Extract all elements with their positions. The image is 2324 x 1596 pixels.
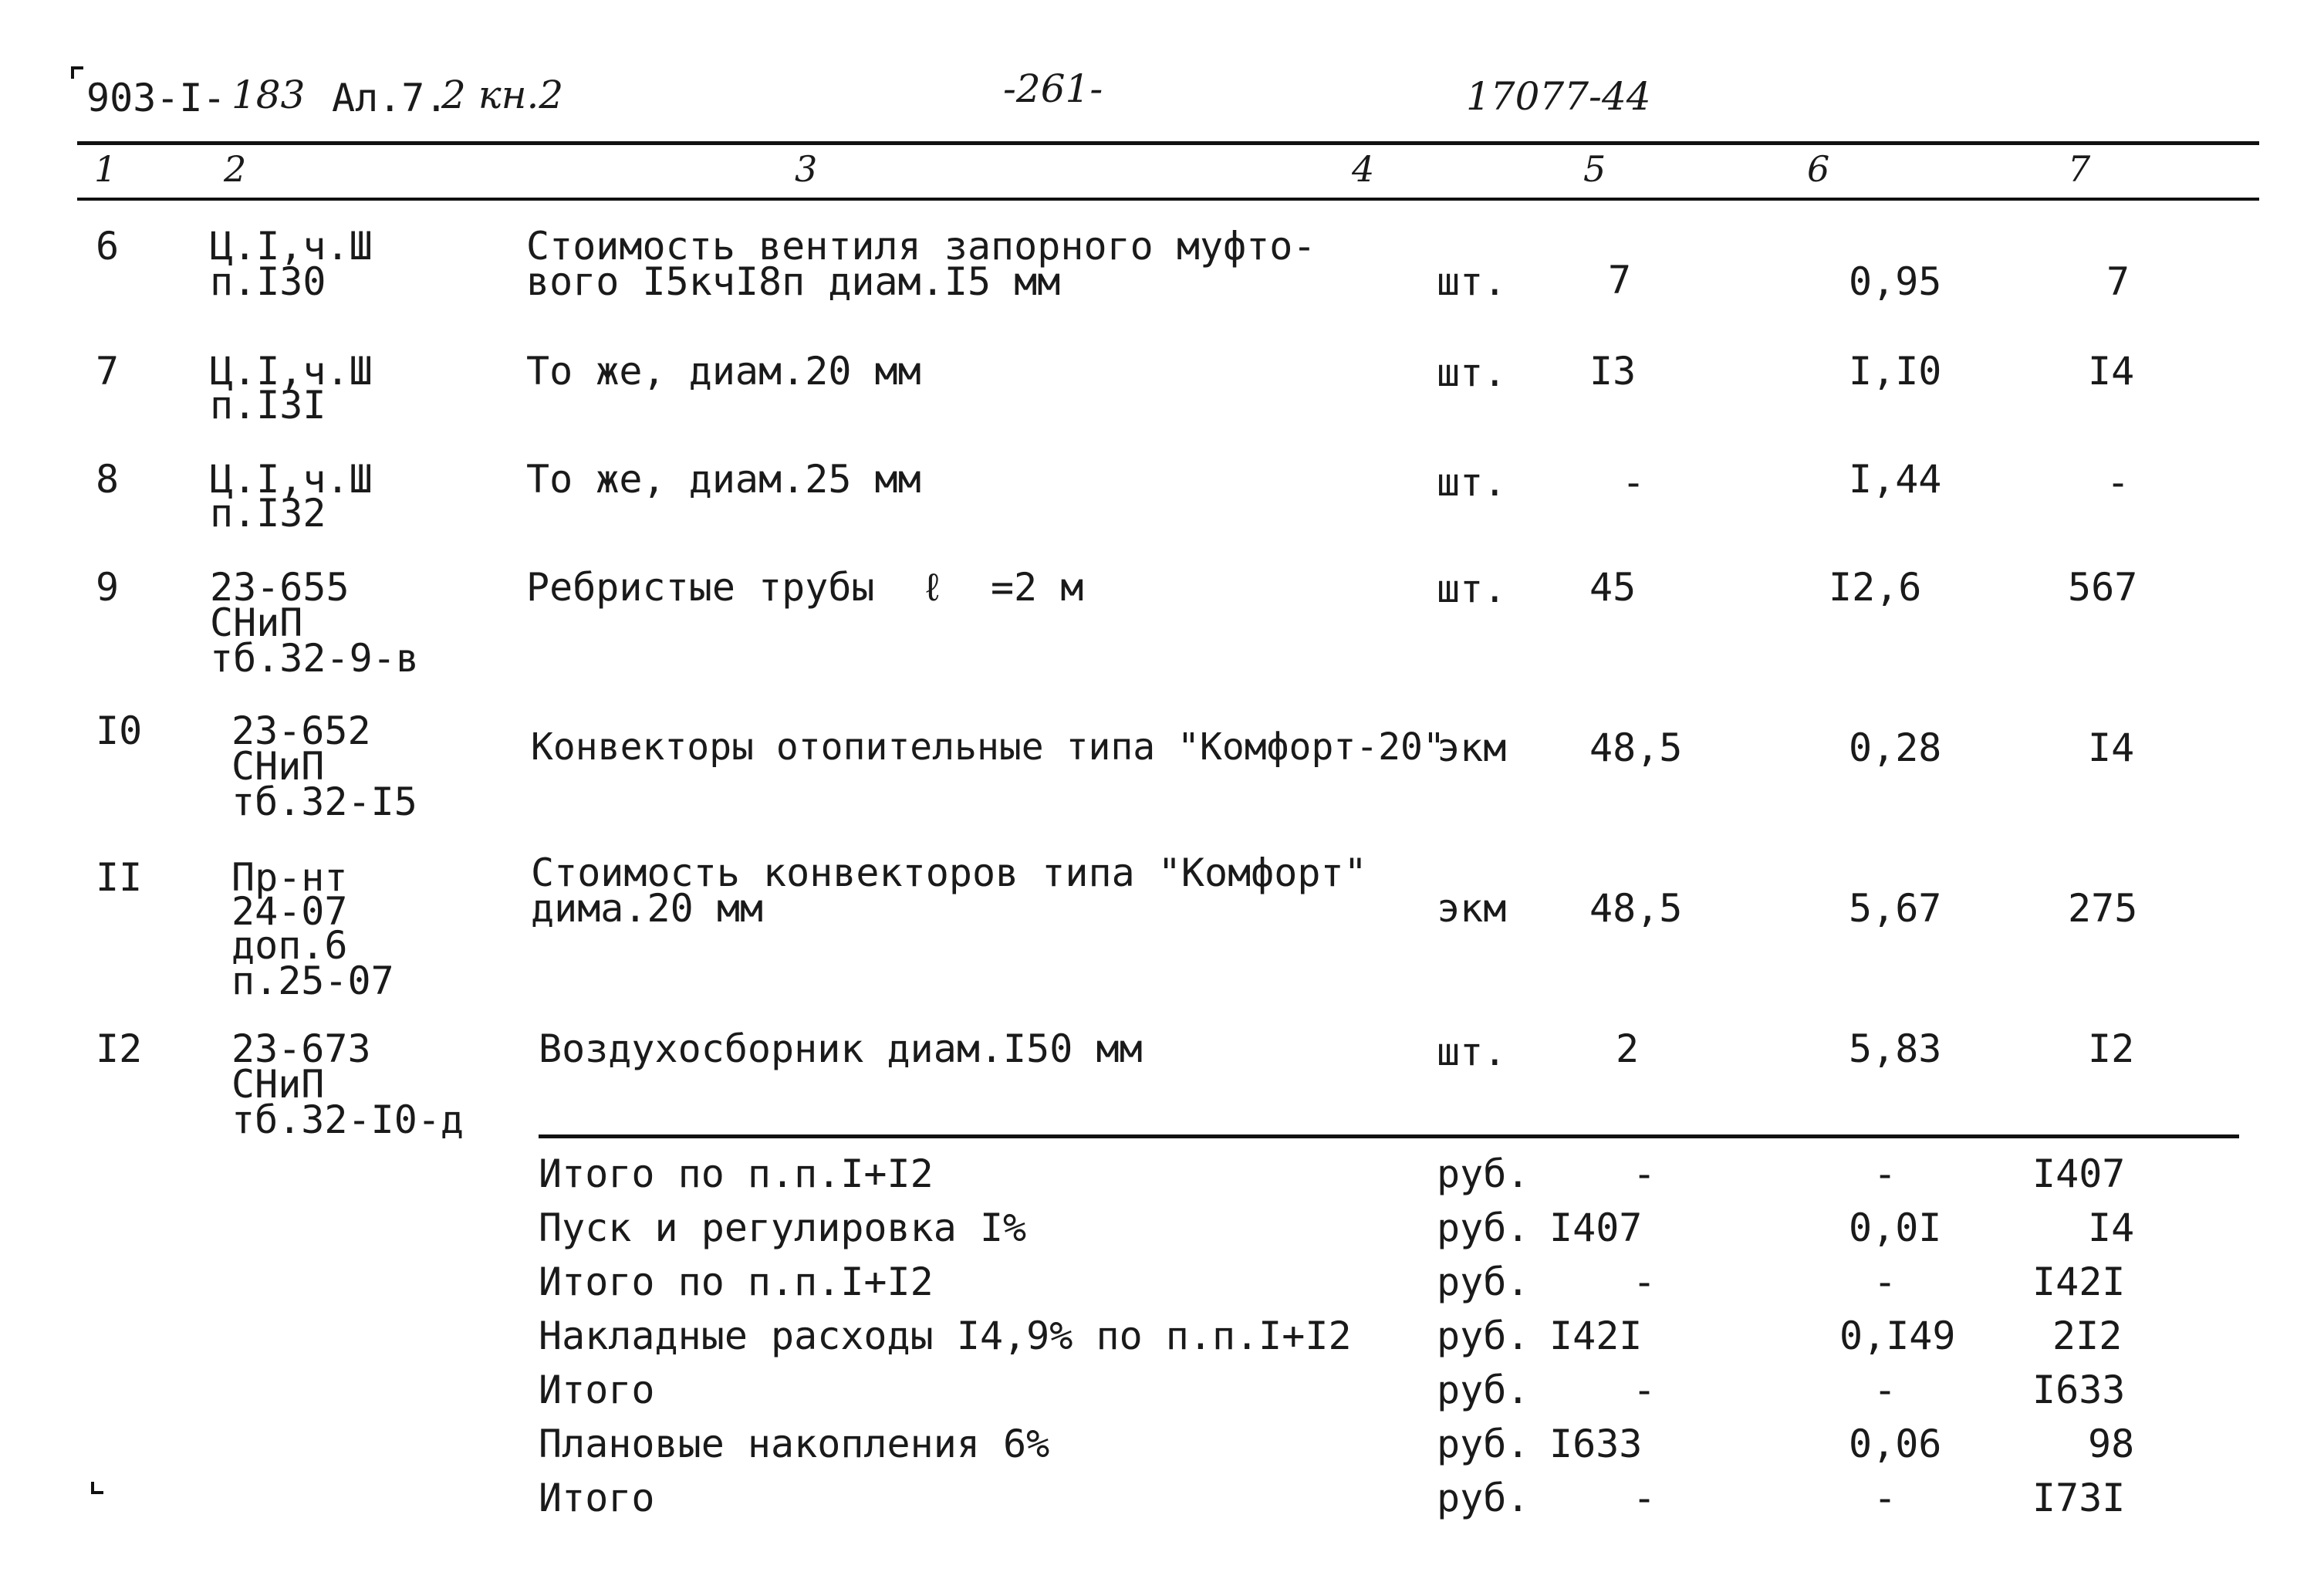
summary-label: Пуск и регулировка I% xyxy=(539,1205,1027,1250)
row-reference: 23-655 xyxy=(210,565,350,610)
row-reference: Ц.I,ч.Ш xyxy=(210,457,373,502)
row-reference: п.25-07 xyxy=(231,959,394,1003)
row-number: 9 xyxy=(96,565,120,610)
summary-quantity: I633 xyxy=(1549,1422,1643,1466)
summary-unit-price: 0,0I xyxy=(1849,1205,1942,1250)
row-description: Стоимость конвекторов типа "Комфорт" xyxy=(531,850,1367,895)
header-bottom-rule xyxy=(77,198,2259,201)
row-reference: Ц.I,ч.Ш xyxy=(210,349,373,394)
row-description: дима.20 мм xyxy=(531,886,764,931)
row-description: То же, диам.20 мм xyxy=(526,349,921,394)
summary-unit-price: - xyxy=(1873,1368,1897,1412)
row-description: Ребристые трубы ℓ =2 м xyxy=(526,565,1084,610)
row-reference: Ц.I,ч.Ш xyxy=(210,224,373,269)
summary-unit: руб. xyxy=(1437,1314,1530,1358)
column-header-3: 3 xyxy=(795,148,818,190)
row-unit-price: 0,95 xyxy=(1849,259,1942,304)
summary-unit: руб. xyxy=(1437,1476,1530,1520)
row-quantity: 48,5 xyxy=(1589,886,1683,931)
summary-unit-price: 0,06 xyxy=(1849,1422,1942,1466)
summary-label: Итого xyxy=(539,1368,655,1412)
row-unit: шт. xyxy=(1437,259,1507,304)
summary-unit-price: - xyxy=(1873,1476,1897,1520)
row-quantity: I3 xyxy=(1589,349,1637,394)
summary-unit: руб. xyxy=(1437,1205,1530,1250)
row-description: вого I5кчI8п диам.I5 мм xyxy=(526,259,1061,304)
row-reference: тб.32-I5 xyxy=(231,779,417,824)
summary-total: I4 xyxy=(2088,1205,2135,1250)
summary-quantity: - xyxy=(1633,1260,1657,1304)
corner-mark-bottom-left xyxy=(91,1482,103,1494)
row-total: 275 xyxy=(2068,886,2138,931)
row-reference: п.I30 xyxy=(210,259,326,304)
summary-total: I42I xyxy=(2032,1260,2126,1304)
summary-unit: руб. xyxy=(1437,1422,1530,1466)
row-description: То же, диам.25 мм xyxy=(526,457,921,502)
row-unit-price: I,44 xyxy=(1849,457,1942,502)
row-reference: СНиП xyxy=(210,600,303,645)
row-reference: п.I3I xyxy=(210,383,326,428)
row-reference: п.I32 xyxy=(210,491,326,536)
row-number: I0 xyxy=(96,708,143,753)
row-unit: шт. xyxy=(1437,566,1507,611)
doc-code: 903-I- xyxy=(86,76,226,120)
summary-label: Итого по п.п.I+I2 xyxy=(539,1260,934,1304)
summary-quantity: - xyxy=(1633,1368,1657,1412)
row-unit: шт. xyxy=(1437,1030,1507,1074)
row-number: 8 xyxy=(96,457,120,502)
row-number: II xyxy=(96,855,143,900)
row-unit: шт. xyxy=(1437,350,1507,395)
row-number: 7 xyxy=(96,349,120,394)
row-reference: тб.32-9-в xyxy=(210,636,419,681)
summary-unit-price: - xyxy=(1873,1260,1897,1304)
row-quantity: - xyxy=(1622,460,1646,505)
row-quantity: 7 xyxy=(1608,258,1632,303)
summary-rule xyxy=(539,1134,2239,1138)
row-total: - xyxy=(2106,460,2130,505)
album-code: Ал.7. xyxy=(332,76,448,120)
row-description: Конвекторы отопительные типа "Комфорт-20" xyxy=(531,725,1445,769)
row-total: 7 xyxy=(2106,259,2130,304)
summary-quantity: I42I xyxy=(1549,1314,1643,1358)
column-header-7: 7 xyxy=(2068,148,2091,190)
row-reference: СНиП xyxy=(231,1062,325,1107)
row-unit-price: I2,6 xyxy=(1829,565,1922,610)
row-unit: шт. xyxy=(1437,460,1507,505)
summary-label: Итого по п.п.I+I2 xyxy=(539,1151,934,1196)
inventory-number: 17077-44 xyxy=(1466,74,1651,119)
summary-unit: руб. xyxy=(1437,1260,1530,1304)
page-number: -261- xyxy=(1003,66,1103,111)
summary-total: I73I xyxy=(2032,1476,2126,1520)
corner-mark-top-left xyxy=(71,66,83,79)
row-reference: тб.32-I0-д xyxy=(231,1097,464,1142)
summary-total: I407 xyxy=(2032,1151,2126,1196)
column-header-2: 2 xyxy=(224,148,247,190)
row-total: I4 xyxy=(2088,725,2135,770)
column-header-1: 1 xyxy=(94,148,117,190)
doc-code-handwritten: 183 xyxy=(231,73,306,117)
column-header-6: 6 xyxy=(1807,148,1830,190)
summary-unit-price: 0,I49 xyxy=(1839,1314,1956,1358)
row-unit: экм xyxy=(1437,725,1507,770)
header-top-rule xyxy=(77,141,2259,145)
row-unit-price: 5,83 xyxy=(1849,1026,1942,1071)
row-number: 6 xyxy=(96,224,120,269)
row-reference: доп.6 xyxy=(231,923,348,968)
summary-label: Итого xyxy=(539,1476,655,1520)
row-total: I2 xyxy=(2088,1026,2135,1071)
summary-quantity: I407 xyxy=(1549,1205,1643,1250)
album-code-handwritten: 2 кн.2 xyxy=(441,73,564,117)
row-reference: 23-673 xyxy=(231,1026,371,1071)
row-unit-price: I,I0 xyxy=(1849,349,1942,394)
row-unit: экм xyxy=(1437,886,1507,931)
summary-quantity: - xyxy=(1633,1476,1657,1520)
row-number: I2 xyxy=(96,1026,143,1071)
row-quantity: 45 xyxy=(1589,565,1637,610)
row-reference: 23-652 xyxy=(231,708,371,753)
summary-total: 98 xyxy=(2088,1422,2135,1466)
summary-label: Накладные расходы I4,9% по п.п.I+I2 xyxy=(539,1314,1352,1358)
summary-unit: руб. xyxy=(1437,1151,1530,1196)
column-header-4: 4 xyxy=(1352,148,1375,190)
row-reference: 24-07 xyxy=(231,889,348,934)
summary-quantity: - xyxy=(1633,1151,1657,1196)
summary-unit: руб. xyxy=(1437,1368,1530,1412)
row-unit-price: 5,67 xyxy=(1849,886,1942,931)
summary-label: Плановые накопления 6% xyxy=(539,1422,1050,1466)
row-total: 567 xyxy=(2068,565,2138,610)
row-reference: СНиП xyxy=(231,744,325,789)
row-total: I4 xyxy=(2088,349,2135,394)
row-quantity: 2 xyxy=(1616,1026,1640,1071)
row-description: Стоимость вентиля запорного муфто- xyxy=(526,224,1316,269)
row-quantity: 48,5 xyxy=(1589,725,1683,770)
summary-total: 2I2 xyxy=(2052,1314,2123,1358)
row-reference: Пр-нт xyxy=(231,855,348,900)
summary-unit-price: - xyxy=(1873,1151,1897,1196)
column-header-5: 5 xyxy=(1583,148,1606,190)
summary-total: I633 xyxy=(2032,1368,2126,1412)
row-description: Воздухосборник диам.I50 мм xyxy=(539,1026,1143,1071)
row-unit-price: 0,28 xyxy=(1849,725,1942,770)
